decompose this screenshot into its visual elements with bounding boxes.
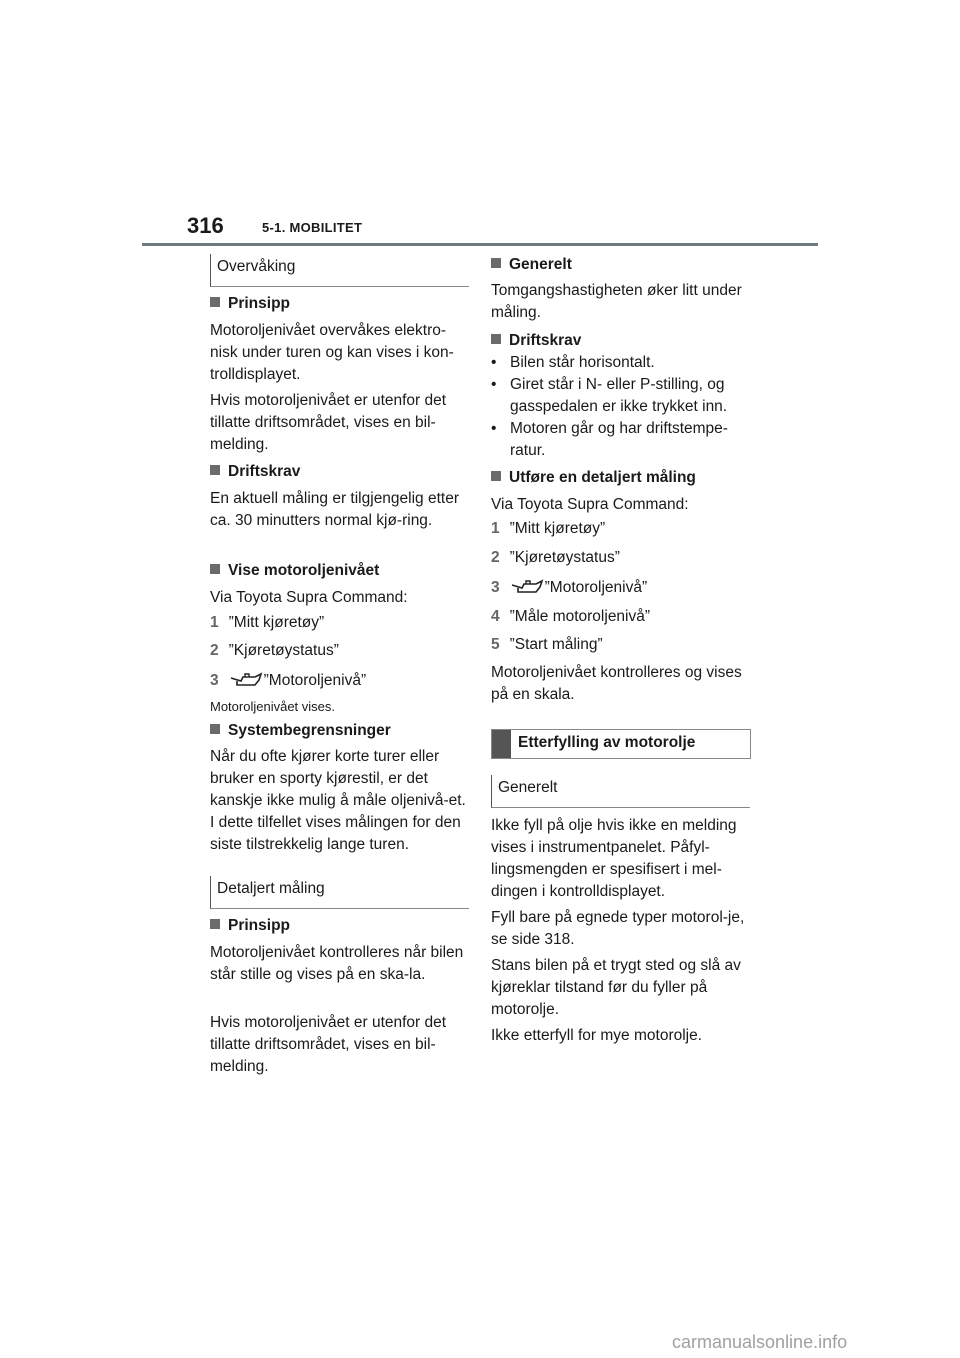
list-item: • Bilen står horisontalt. bbox=[491, 354, 655, 371]
header-divider bbox=[142, 243, 818, 246]
paragraph: Via Toyota Supra Command: bbox=[210, 589, 408, 606]
page-number: 316 bbox=[187, 213, 224, 238]
chapter-title: 5-1. MOBILITET bbox=[262, 220, 363, 235]
square-bullet-icon bbox=[491, 471, 501, 481]
step-item: 5 ”Start måling” bbox=[491, 636, 603, 653]
paragraph: Hvis motoroljenivået er utenfor det tillatte driftsområdet, vises en bil-melding. bbox=[210, 1014, 447, 1075]
paragraph: Ikke etterfyll for mye motorolje. bbox=[491, 1027, 703, 1044]
square-bullet-icon bbox=[210, 465, 220, 475]
step-item: 1 ”Mitt kjøretøy” bbox=[210, 614, 325, 631]
paragraph: En aktuell måling er tilgjengelig etter ca. 30 minutters normal kjø-ring. bbox=[210, 490, 459, 529]
paragraph: Når du ofte kjører korte turer eller bruker en sporty kjørestil, er det kanskje ikke mulig å måle oljenivå-et. I dette tilfellet vises målingen for den siste tilstrekkelig lange turen. bbox=[210, 748, 466, 853]
square-bullet-icon bbox=[210, 919, 220, 929]
paragraph: Motoroljenivået kontrolleres og vises på en skala. bbox=[491, 664, 742, 703]
list-item: • Giret står i N- eller P-stilling, og gasspedalen er ikke trykket inn. bbox=[491, 376, 728, 415]
step-item: 3 ”Motoroljenivå” bbox=[210, 670, 366, 695]
list-item: • Motoren går og har driftstempe-ratur. bbox=[491, 420, 728, 459]
step-item: 3 ”Motoroljenivå” bbox=[491, 577, 647, 602]
section-title: Detaljert måling bbox=[217, 880, 325, 897]
step-item: 2 ”Kjøretøystatus” bbox=[210, 642, 339, 659]
section-generelt bbox=[491, 775, 750, 808]
watermark: carmanualsonline.info bbox=[672, 1332, 848, 1352]
paragraph: Hvis motoroljenivået er utenfor det tillatte driftsområdet, vises en bil-melding. bbox=[210, 392, 447, 453]
note-text: Motoroljenivået vises. bbox=[210, 699, 335, 714]
subheading-driftskrav: Driftskrav bbox=[491, 330, 581, 352]
section-detaljert bbox=[210, 876, 469, 909]
paragraph: Tomgangshastigheten øker litt under måling. bbox=[491, 282, 742, 321]
subheading-driftskrav: Driftskrav bbox=[210, 461, 300, 483]
square-bullet-icon bbox=[491, 258, 501, 268]
oil-can-icon bbox=[229, 672, 263, 695]
section-title: Overvåking bbox=[217, 258, 296, 275]
subheading-system: Systembegrensninger bbox=[210, 720, 391, 742]
step-item: 1 ”Mitt kjøretøy” bbox=[491, 520, 606, 537]
paragraph: Via Toyota Supra Command: bbox=[491, 496, 689, 513]
paragraph: Ikke fyll på olje hvis ikke en melding vises i instrumentpanelet. Påfyl-lingsmengden er spesifisert i mel-dingen i kontrolldisplayet. bbox=[491, 817, 737, 900]
subheading-vise: Vise motoroljenivået bbox=[210, 560, 379, 582]
step-item: 2 ”Kjøretøystatus” bbox=[491, 549, 620, 566]
subheading-prinsipp: Prinsipp bbox=[210, 915, 290, 937]
page-header bbox=[0, 0, 960, 250]
paragraph: Stans bilen på et trygt sted og slå av kjøreklar tilstand før du fyller på motorolje. bbox=[491, 957, 741, 1018]
paragraph: Fyll bare på egnede typer motorol-je, se side 318. bbox=[491, 909, 745, 948]
section-title: Etterfylling av motorolje bbox=[518, 734, 696, 751]
section-tab bbox=[492, 730, 511, 758]
paragraph: Motoroljenivået kontrolleres når bilen står stille og vises på en ska-la. bbox=[210, 944, 464, 983]
section-etterfylling bbox=[491, 729, 751, 759]
square-bullet-icon bbox=[210, 564, 220, 574]
oil-can-icon bbox=[510, 579, 544, 602]
subheading-utfore: Utføre en detaljert måling bbox=[491, 467, 696, 489]
square-bullet-icon bbox=[210, 297, 220, 307]
square-bullet-icon bbox=[491, 334, 501, 344]
step-item: 4 ”Måle motoroljenivå” bbox=[491, 608, 651, 625]
paragraph: Motoroljenivået overvåkes elektro-nisk under turen og kan vises i kon-trolldisplayet. bbox=[210, 322, 454, 383]
subheading-generelt: Generelt bbox=[491, 254, 572, 276]
section-title: Generelt bbox=[498, 779, 558, 796]
bullet-list bbox=[491, 352, 749, 462]
square-bullet-icon bbox=[210, 724, 220, 734]
section-overvaking bbox=[210, 254, 469, 287]
subheading-prinsipp: Prinsipp bbox=[210, 293, 290, 315]
